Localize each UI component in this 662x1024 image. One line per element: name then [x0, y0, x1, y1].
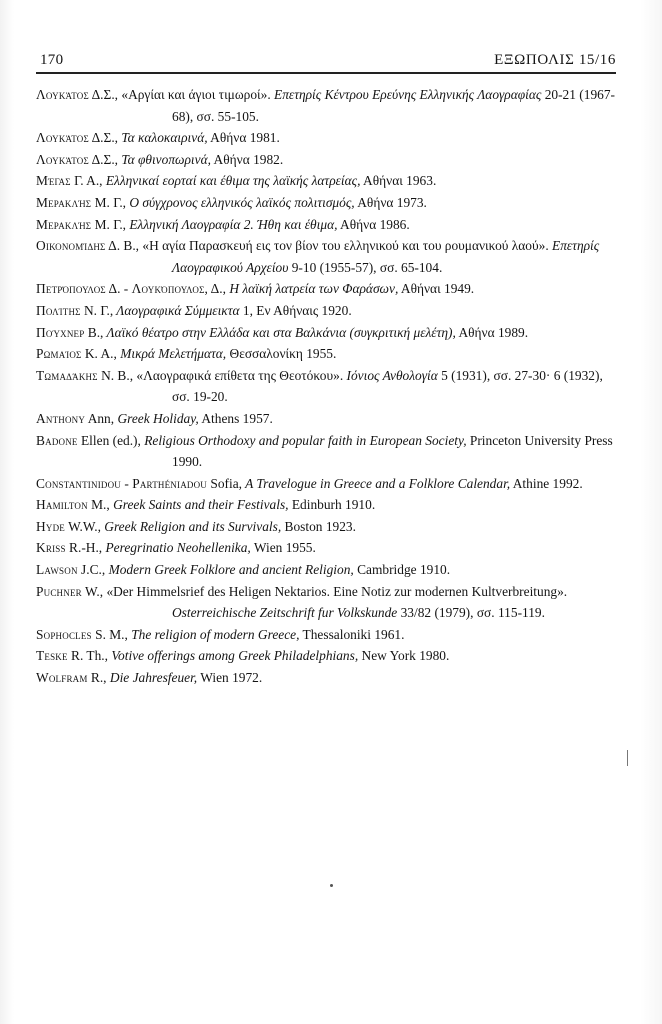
bibliography-list — [36, 84, 618, 689]
entry-title: Ελληνικαί εορταί και έθιμα της λαϊκής λατρείας, — [102, 173, 361, 189]
entry-author: Οικονομίδης — [36, 238, 106, 254]
entry-title: Religious Orthodoxy and popular faith in European Society, — [140, 432, 467, 448]
entry-author: Hyde — [36, 518, 65, 534]
entry-initials: J.C., — [81, 562, 106, 578]
entry-publication: Αθήναι 1963. — [360, 173, 437, 189]
entry-title: Ιόνιος Ανθολογία — [343, 367, 438, 383]
entry-initials-2: Δ., — [210, 281, 226, 297]
bibliography-entry — [36, 516, 618, 538]
entry-title: Λαογραφικά Σύμμεικτα — [113, 302, 240, 318]
entry-publication: 33/82 (1979), σσ. 115-119. — [397, 605, 545, 621]
entry-initials: S. M., — [95, 626, 128, 642]
entry-title: Peregrinatio Neohellenika, — [102, 540, 251, 556]
bibliography-entry — [36, 84, 618, 127]
bibliography-entry — [36, 559, 618, 581]
entry-title: Modern Greek Folklore and ancient Religion, — [105, 562, 354, 578]
bibliography-entry — [36, 667, 618, 689]
entry-title: Die Jahresfeuer, — [106, 670, 198, 686]
entry-initials: Ann, — [87, 410, 115, 426]
entry-initials: R.-H., — [69, 540, 103, 556]
bibliography-entry — [36, 624, 618, 646]
entry-author-2: Λουκόπουλος, — [131, 281, 209, 297]
entry-initials: - — [124, 475, 129, 491]
bibliography-entry — [36, 127, 618, 149]
margin-mark — [627, 750, 628, 766]
entry-author: Μερακλής — [36, 216, 92, 232]
entry-author: Μέγας — [36, 173, 71, 189]
entry-initials-2: Sofia, — [210, 475, 242, 491]
entry-initials: Β., — [87, 324, 104, 340]
entry-publication: Αθήνα 1989. — [455, 324, 529, 340]
entry-author: Πετρόπουλος — [36, 281, 106, 297]
entry-publication: Αθήνα 1973. — [354, 194, 427, 210]
bibliography-entry — [36, 214, 618, 236]
entry-publication: Princeton University Press 1990. — [172, 432, 613, 470]
entry-article-title: «Η αγία Παρασκευή εις τον βίον του ελληνικού και του ρουμανικού λαού». — [142, 238, 549, 254]
entry-title: Ελληνική Λαογραφία 2. Ήθη και έθιμα, — [126, 216, 338, 232]
entry-publication: Αθήνα 1986. — [337, 216, 410, 232]
entry-article-title: «Der Himmelsrief des Heligen Nektarios. Eine Notiz zur modernen Kultverbreitung». — [106, 583, 568, 599]
entry-publication: Wien 1955. — [250, 540, 316, 556]
bibliography-entry — [36, 278, 618, 300]
entry-title: Επετηρίς Λαογραφικού Αρχείου — [172, 238, 600, 275]
entry-author: Wolfram — [36, 670, 88, 686]
running-head: ΕΞΩΠΟΛΙΣ 15/16 — [494, 52, 616, 68]
entry-title: Λαϊκό θέατρο στην Ελλάδα και στα Βαλκάνια (συγκριτική μελέτη), — [103, 324, 456, 340]
entry-initials: Μ. Γ., — [94, 216, 127, 232]
entry-title: Μικρά Μελετήματα, — [116, 346, 227, 362]
entry-publication: 1, Εν Αθήναις 1920. — [239, 302, 352, 318]
entry-publication: Cambridge 1910. — [353, 562, 451, 578]
entry-author: Τωμαδάκης — [36, 367, 98, 383]
entry-initials: Δ.Σ., — [91, 151, 119, 167]
entry-title: Osterreichische Zeitschrift fur Volkskunde — [172, 605, 398, 621]
entry-author: Μερακλής — [36, 194, 92, 210]
entry-publication: Αθήνα 1982. — [210, 151, 284, 167]
bibliography-entry — [36, 322, 618, 344]
entry-author: Λουκάτος — [36, 87, 89, 102]
entry-author: Kriss — [36, 540, 66, 556]
entry-initials: Ν. Β., — [101, 367, 134, 383]
bibliography-entry — [36, 170, 618, 192]
entry-title: Ο σύγχρονος ελληνικός λαϊκός πολιτισμός, — [126, 194, 355, 210]
bibliography-entry — [36, 645, 618, 667]
entry-title: Η λαϊκή λατρεία των Φαράσων, — [225, 281, 399, 297]
entry-publication: Αθήναι 1949. — [398, 281, 475, 297]
entry-initials: Κ. Α., — [84, 346, 117, 362]
entry-article-title: «Λαογραφικά επίθετα της Θεοτόκου». — [136, 367, 344, 383]
entry-title: Greek Saints and their Festivals, — [109, 497, 289, 513]
entry-author: Constantinidou — [36, 475, 122, 491]
entry-author: Sophocles — [36, 626, 92, 642]
entry-publication: Athine 1992. — [510, 475, 583, 491]
entry-initials: Δ. - — [108, 281, 129, 297]
entry-initials: Γ. Α., — [74, 173, 103, 189]
entry-initials: Δ.Σ., — [91, 130, 119, 146]
entry-publication: Wien 1972. — [197, 670, 263, 686]
entry-author-2: Parthéniadou — [132, 475, 208, 491]
bibliography-entry — [36, 300, 618, 322]
bibliography-entry — [36, 365, 618, 408]
page-number: 170 — [40, 52, 64, 68]
entry-author: Anthony — [36, 410, 86, 426]
entry-publication: Athens 1957. — [198, 410, 273, 426]
entry-publication: Θεσσαλονίκη 1955. — [226, 346, 337, 362]
entry-title: Επετηρίς Κέντρου Ερεύνης Ελληνικής Λαογραφίας — [270, 87, 542, 102]
page-header — [36, 52, 616, 72]
entry-publication: Thessaloniki 1961. — [299, 626, 405, 642]
entry-author: Ρωμαίος — [36, 346, 82, 362]
entry-initials: Δ. Β., — [108, 238, 140, 254]
entry-initials: W.W., — [68, 518, 101, 534]
entry-initials: Ellen (ed.), — [81, 432, 141, 448]
entry-publication: New York 1980. — [358, 648, 450, 664]
entry-author: Λουκάτος — [36, 151, 89, 167]
entry-initials: M., — [91, 497, 110, 513]
entry-author: Πολίτης — [36, 302, 81, 318]
entry-initials: R. Th., — [71, 648, 109, 664]
entry-publication: 5 (1931), σσ. 27-30· 6 (1932), σσ. 19-20. — [172, 367, 603, 405]
entry-initials: Ν. Γ., — [83, 302, 114, 318]
entry-title: Greek Religion and its Survivals, — [100, 518, 282, 534]
entry-author: Teske — [36, 648, 68, 664]
entry-publication: Αθήνα 1981. — [207, 130, 280, 146]
entry-publication: Edinburh 1910. — [288, 497, 376, 513]
entry-publication: 20-21 (1967-68), σσ. 55-105. — [172, 87, 615, 124]
entry-article-title: «Αργίαι και άγιοι τιμωροί». — [121, 87, 271, 102]
entry-initials: Δ.Σ., — [91, 87, 119, 102]
entry-title: Τα φθινοπωρινά, — [118, 151, 211, 167]
bibliography-entry — [36, 235, 618, 278]
entry-author: Hamilton — [36, 497, 88, 513]
entry-author: Λουκάτος — [36, 130, 89, 146]
bibliography-entry — [36, 494, 618, 516]
entry-author: Πούχνερ — [36, 324, 85, 340]
entry-title: Τα καλοκαιρινά, — [118, 130, 208, 146]
entry-initials: R., — [90, 670, 107, 686]
bibliography-entry — [36, 581, 618, 624]
bibliography-entry — [36, 537, 618, 559]
bibliography-entry — [36, 408, 618, 430]
entry-title: Votive offerings among Greek Philadelphians, — [108, 648, 359, 664]
entry-title: The religion of modern Greece, — [127, 626, 300, 642]
entry-author: Puchner — [36, 583, 82, 599]
entry-title: Greek Holiday, — [114, 410, 199, 426]
bibliography-entry — [36, 430, 618, 473]
entry-title: A Travelogue in Greece and a Folklore Calendar, — [242, 475, 511, 491]
bibliography-entry — [36, 149, 618, 171]
bibliography-entry — [36, 192, 618, 214]
entry-publication: Boston 1923. — [281, 518, 356, 534]
stray-dot — [330, 884, 333, 887]
entry-initials: Μ. Γ., — [94, 194, 127, 210]
entry-author: Badone — [36, 432, 78, 448]
header-rule — [36, 72, 616, 74]
bibliography-entry — [36, 473, 618, 495]
bibliography-entry — [36, 343, 618, 365]
entry-author: Lawson — [36, 562, 78, 578]
entry-publication: 9-10 (1955-57), σσ. 65-104. — [288, 259, 443, 275]
entry-initials: W., — [84, 583, 104, 599]
